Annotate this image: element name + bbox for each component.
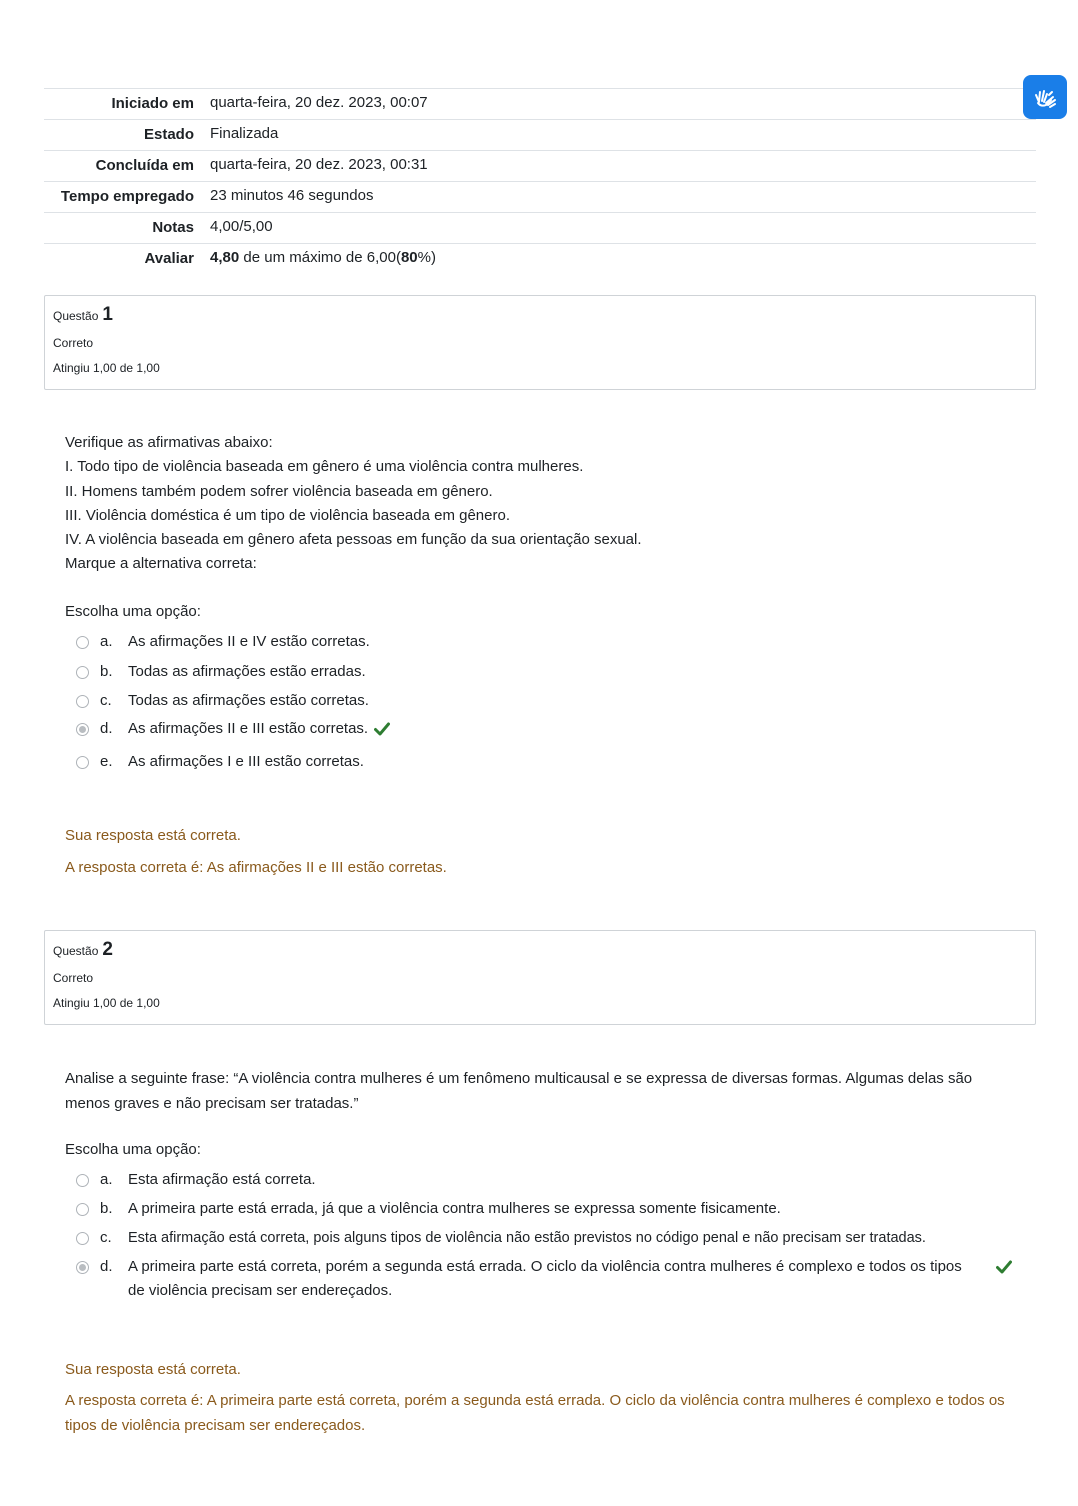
question-text-line: IV. A violência baseada em gênero afeta pessoas em função da sua orientação sexual.	[65, 531, 642, 549]
check-icon	[374, 720, 390, 744]
option-d[interactable]	[74, 1255, 1014, 1303]
sign-language-button[interactable]	[1023, 75, 1067, 119]
check-icon	[996, 1258, 1012, 1282]
question-number-value: 1	[102, 304, 113, 325]
option-text: Esta afirmação está correta.	[128, 1171, 316, 1188]
summary-value: 4,00/5,00	[210, 218, 273, 235]
summary-value	[204, 244, 1036, 275]
summary-label: Notas	[152, 219, 194, 236]
question-2-text	[65, 1066, 1015, 1116]
summary-row-time	[44, 182, 1036, 213]
question-1-feedback: Sua resposta está correta.	[65, 827, 241, 844]
option-a[interactable]	[74, 1168, 1014, 1192]
grade-percent: 80	[400, 249, 418, 266]
question-text-line: Analise a seguinte frase: “A violência contra mulheres é um fenômeno multicausal e se expressa de diversas formas. Algumas delas são menos graves e não precisam ser tratadas.”	[65, 1070, 973, 1112]
radio-button[interactable]	[76, 1174, 89, 1187]
option-text: A primeira parte está correta, porém a segunda está errada. O ciclo da violência contra mulheres é complexo e todos os tipos de violência precisam ser endereçados.	[128, 1258, 962, 1299]
grade-tail: %)	[417, 249, 436, 266]
question-number	[53, 304, 1027, 330]
option-b[interactable]	[74, 1197, 1014, 1221]
summary-label: Avaliar	[144, 250, 194, 267]
question-grade: Atingiu 1,00 de 1,00	[53, 361, 160, 375]
option-text: As afirmações I e III estão corretas.	[128, 753, 364, 770]
question-text-line: I. Todo tipo de violência baseada em gênero é uma violência contra mulheres.	[65, 458, 584, 476]
question-number-value: 2	[102, 939, 113, 960]
option-text: Todas as afirmações estão erradas.	[128, 663, 366, 680]
option-text: As afirmações II e IV estão corretas.	[128, 633, 370, 650]
option-letter: c.	[100, 692, 112, 709]
summary-label: Estado	[143, 126, 194, 143]
question-text-line: Marque a alternativa correta:	[65, 555, 257, 573]
option-letter: a.	[100, 1171, 113, 1188]
option-letter: d.	[100, 1258, 113, 1275]
option-letter: a.	[100, 633, 113, 650]
radio-button[interactable]	[76, 636, 89, 649]
summary-row-grade	[44, 244, 1036, 275]
grade-mid: de um máximo de 6,00(	[239, 249, 401, 266]
attempt-summary-table	[44, 88, 1036, 274]
option-c[interactable]	[74, 1226, 1014, 1250]
question-2-prompt: Escolha uma opção:	[65, 1141, 201, 1158]
radio-button[interactable]	[76, 1232, 89, 1245]
option-text: Todas as afirmações estão corretas.	[128, 692, 369, 709]
summary-label: Concluída em	[95, 157, 194, 174]
question-prefix: Questão	[53, 944, 99, 958]
question-2-options	[74, 1168, 1014, 1309]
option-d[interactable]	[74, 717, 1014, 744]
radio-button[interactable]	[76, 695, 89, 708]
summary-row-state	[44, 120, 1036, 151]
option-text: Esta afirmação está correta, pois alguns tipos de violência não estão previstos no código penal e não precisam ser tratadas.	[128, 1230, 926, 1246]
radio-button[interactable]	[76, 1203, 89, 1216]
summary-label: Iniciado em	[111, 95, 194, 112]
option-e[interactable]	[74, 750, 1014, 774]
question-text-line: Verifique as afirmativas abaixo:	[65, 434, 273, 451]
summary-value: quarta-feira, 20 dez. 2023, 00:07	[210, 94, 428, 111]
sign-language-icon	[1031, 83, 1059, 111]
radio-button[interactable]	[76, 756, 89, 769]
question-text-line: II. Homens também podem sofrer violência baseada em gênero.	[65, 482, 493, 500]
option-a[interactable]	[74, 630, 1014, 654]
option-letter: d.	[100, 720, 113, 737]
question-prefix: Questão	[53, 309, 99, 323]
summary-row-started	[44, 89, 1036, 120]
summary-row-completed	[44, 151, 1036, 182]
option-text: A primeira parte está errada, já que a violência contra mulheres se expressa somente fisicamente.	[128, 1200, 781, 1217]
option-letter: b.	[100, 1200, 113, 1217]
question-1-text	[65, 431, 1025, 577]
question-2-feedback: Sua resposta está correta.	[65, 1361, 241, 1378]
option-letter: c.	[100, 1229, 112, 1246]
summary-value: quarta-feira, 20 dez. 2023, 00:31	[210, 156, 428, 173]
question-1-prompt: Escolha uma opção:	[65, 603, 201, 620]
question-text-line: III. Violência doméstica é um tipo de violência baseada em gênero.	[65, 506, 510, 524]
option-b[interactable]	[74, 660, 1014, 684]
summary-label: Tempo empregado	[60, 188, 194, 205]
question-2-right-answer: A resposta correta é: A primeira parte está correta, porém a segunda está errada. O ciclo da violência contra mulheres é complexo e todos os tipos de violência precisam ser endereçados.	[65, 1392, 1005, 1434]
question-state: Correto	[53, 336, 94, 350]
question-grade: Atingiu 1,00 de 1,00	[53, 996, 160, 1010]
option-letter: e.	[100, 753, 113, 770]
option-text: As afirmações II e III estão corretas.	[128, 720, 369, 737]
radio-button-selected[interactable]	[76, 723, 89, 736]
question-1-options	[74, 630, 1014, 780]
summary-value: 23 minutos 46 segundos	[210, 187, 374, 204]
option-c[interactable]	[74, 689, 1014, 713]
question-2-info	[44, 930, 1036, 1025]
question-1-right-answer: A resposta correta é: As afirmações II e III estão corretas.	[65, 859, 447, 876]
question-number	[53, 939, 1027, 965]
question-state: Correto	[53, 971, 94, 985]
radio-button[interactable]	[76, 666, 89, 679]
grade-score: 4,80	[210, 249, 240, 266]
option-letter: b.	[100, 663, 113, 680]
radio-button-selected[interactable]	[76, 1261, 89, 1274]
question-1-info	[44, 295, 1036, 390]
summary-row-marks	[44, 213, 1036, 244]
summary-value: Finalizada	[210, 125, 279, 142]
